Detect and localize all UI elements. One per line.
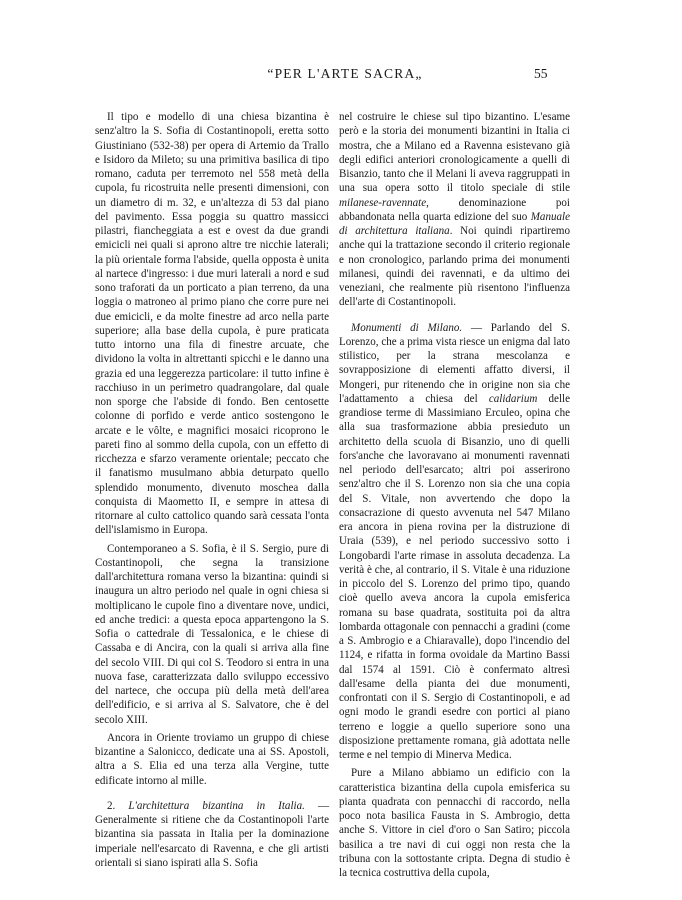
subsection-heading: Monumenti di Milano. <box>351 321 463 334</box>
text-run: delle grandiose terme di Massimiano Erculeo, opina che alla sua trasformazione abbia presieduto un architetto della scuola di Bisanzio, uno di quelli fors'anche che lavoravano ai monumenti ravennati nel periodo dell'esarcato; altri poi asserirono senz'altro che il S. Lorenzo non sia che una copia del S. Vitale, non avvertendo che dopo la consacrazione di questo avvenuta nel 547 Milano era ancora in piena rovina per la distruzione di Uraia (539), e nel periodo successivo sotto i Longobardi l'arte rimase in assoluta decadenza. La verità è che, al contrario, il S. Vitale è una riduzione in piccolo del S. Lorenzo del primo tipo, quando cioè quello aveva ancora la cupola emisferica romana su base quadrata, sostituita poi da altra lombarda ottagonale con pennacchi a gradini (come a S. Ambrogio e a Chiaravalle), dopo l'incendio del 1124, e rifatta in forma ovoidale da Martino Bassi dal 1574 al 1591. Ciò è confermato altresì dall'esame della pianta dei due monumenti, confrontati con il S. Sergio di Costantinopoli, e ad ogni modo le grandi esedre con portici al piano terreno e loggie a quello superiore sono una disposizione prettamente romana, già adottata nelle terme e nel tempio di Minerva Medica. <box>339 392 570 761</box>
text-run: nel costruire le chiese sul tipo bizantino. L'esame però e la storia dei monumenti bizantini in Italia ci mostra, che a Milano ed a Ravenna esistevano già degli edifici anteriori cronologicamente a quelli di Bisanzio, tanto che il Melani li aveva raggruppati in una sua opera sotto il titolo speciale di stile <box>339 111 570 195</box>
paragraph-continuation <box>339 110 570 310</box>
paragraph-san-sergio: Contemporaneo a S. Sofia, è il S. Sergio, pure di Costantinopoli, che segna la transizione dall'architettura romana verso la bizantina: quindi si inaugura un altro periodo nel quale in ogni chiesa si moltiplicano le cupole fino a diventare nove, undici, ed anche tredici: a questa epoca appartengono la S. Sofia o cattedrale di Tessalonica, e le chiese di Cassaba e di Ancira, con la quali si arriva alla fine del secolo VIII. Di qui col S. Teodoro si entra in una nuova fase, caratterizzata dallo sviluppo eccessivo del nartece, che occupa più della metà dell'area dell'edificio, e si arriva al S. Salvatore, che è del secolo XIII. <box>95 542 329 726</box>
italic-term: milanese-ravennate <box>339 196 427 209</box>
paragraph-salonicco: Ancora in Oriente troviamo un gruppo di chiese bizantine a Salonicco, dedicate una ai SS. Apostoli, altra a S. Elia ed una terza alla Vergine, tutte edificate intorno al mille. <box>95 731 329 787</box>
paragraph-section-2 <box>95 799 329 870</box>
paragraph-santa-sofia: Il tipo e modello di una chiesa bizantina è senz'altro la S. Sofia di Costantinopoli, eretta sotto Giustiniano (532-38) per opera di Artemio da Trallo e Isidoro da Mileto; su una primitiva basilica di tipo romano, caduta per terremoto nel 558 metà della cupola, fu ricostruita nelle presenti dimensioni, con un diametro di m. 32, e un'altezza di 53 dal piano del pavimento. Essa poggia su quattro massicci pilastri, fiancheggiata a est e ovest da due grandi emicicli nei quali si aprono altre tre nicchie laterali; la più orientale forma l'abside, quella opposta è unita al nartece d'ingresso: i due muri laterali a nord e sud sono traforati da un porticato a pian terreno, da una loggia o matroneo al primo piano che corre pure nei due emicicli, e da molte finestre ad arco nella parte superiore; alla base della cupola, è pure praticata tutto intorno una fila di finestre arcuate, che dividono la volta in altrettanti spicchi e le danno una grazia ed una leggerezza particolare: il tutto infine è racchiuso in un perimetro quadrangolare, dal quale non sporge che l'abside di fondo. Ben centosette colonne di porfido e verde antico sostengono le arcate e le vôlte, e magnifici mosaici ricoprono le pareti fino al sommo della cupola, con un effetto di ricchezza e sfarzo veramente orientale; peccato che il fanatismo musulmano abbia deturpato quello splendido monumento, divenuto moschea dalla conquista di Maometto II, e sempre in attesa di ritornare al culto cattolico quando sarà cessata l'onta dell'islamismo in Europa. <box>95 111 329 537</box>
running-title: “PER L'ARTE SACRA„ <box>267 66 423 81</box>
book-title: Manuale di architettura italiana <box>339 210 570 237</box>
section-text: — Generalmente si ritiene che da Costantinopoli l'arte bizantina sia passata in Italia per la dominazione imperiale nell'esarcato di Ravenna, e che gli artisti orientali si siano ispirati alla S. Sofia <box>95 799 329 869</box>
section-heading: L'architettura bizantina in Italia. <box>128 799 305 812</box>
text-run: . Noi quindi ripartiremo anche qui la trattazione secondo il criterio regionale e non cronologico, parlando prima dei monumenti milanesi, quindi dei ravennati, e da ultimo dei veneziani, che realmente più risentono l'influenza dell'arte di Costantinopoli. <box>339 225 570 309</box>
paragraph-basilica-fausta: Pure a Milano abbiamo un edificio con la caratteristica bizantina della cupola emisferica su pianta quadrata con pennacchi di raccordo, nella poco nota basilica Fausta in S. Ambrogio, detta anche S. Vittore in ciel d'oro o San Satiro; piccola basilica a tre navi di cui oggi non resta che la tribuna con la sottostante cripta. Degna di studio è la tecnica costruttiva della cupola, <box>339 767 570 879</box>
left-column <box>95 110 329 870</box>
right-column <box>339 110 570 880</box>
paragraph-monumenti-milano <box>339 321 570 763</box>
text-run: — Parlando del S. Lorenzo, che a prima vista riesce un enigma dal lato stilistico, per la strana mescolanza e sovrapposizione di elementi affatto diversi, il Mongeri, pur ritenendo che in origine non sia che l'adattamento a chiesa del <box>339 321 571 405</box>
page-number: 55 <box>534 66 548 81</box>
text-run: , denominazione poi abbandonata nella quarta edizione del suo <box>339 196 570 223</box>
italic-term: calidarium <box>488 392 538 405</box>
section-number: 2. <box>107 799 116 812</box>
